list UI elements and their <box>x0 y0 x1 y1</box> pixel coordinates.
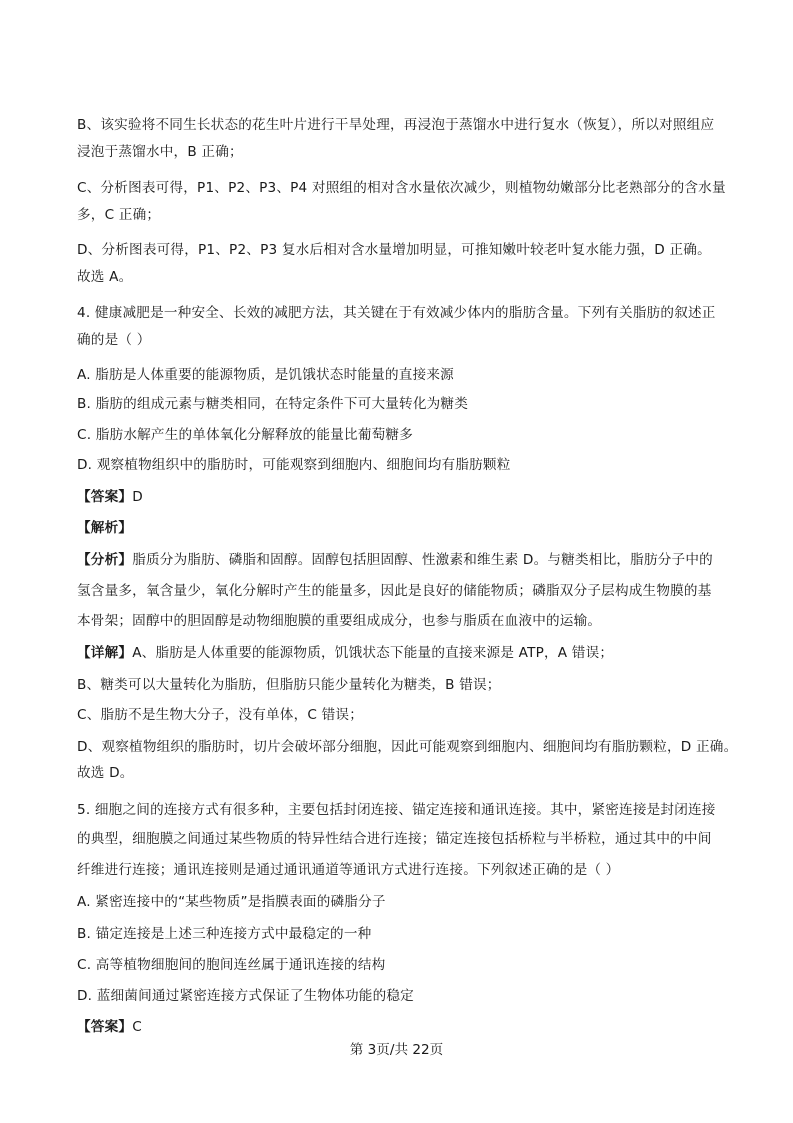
line-text: 纤维进行连接；通讯连接则是通过通讯通道等通讯方式进行连接。下列叙述正确的是（ ） <box>77 862 620 878</box>
text-line <box>77 519 727 537</box>
line-text: 故选 D。 <box>77 765 134 781</box>
text-line <box>77 676 727 694</box>
line-text: 脂质分为脂肪、磷脂和固醇。固醇包括胆固醇、性激素和维生素 D。与糖类相比，脂肪分子中的 <box>132 552 713 568</box>
text-line <box>77 488 727 506</box>
line-text: 本骨架；固醇中的胆固醇是动物细胞膜的重要组成成分，也参与脂质在血液中的运输。 <box>77 613 602 629</box>
text-line <box>77 956 727 974</box>
text-line <box>77 206 727 224</box>
page-footer: 第 3页/共 22页 <box>349 1042 444 1058</box>
text-line <box>77 456 727 474</box>
line-text: 5. 细胞之间的连接方式有很多种，主要包括封闭连接、锚定连接和通讯连接。其中，紧密连接是封闭连接 <box>77 802 716 818</box>
text-line <box>77 366 727 384</box>
text-line <box>77 925 727 943</box>
section-tag: 【详解】 <box>77 645 133 661</box>
line-text: 4. 健康减肥是一种安全、长效的减肥方法，其关键在于有效减少体内的脂肪含量。下列有关脂肪的叙述正 <box>77 305 716 321</box>
text-line <box>77 830 727 848</box>
line-text: A. 紧密连接中的“某些物质”是指膜表面的磷脂分子 <box>77 894 386 910</box>
text-line <box>77 582 727 600</box>
text-line <box>77 1018 727 1036</box>
line-text: D. 蓝细菌间通过紧密连接方式保证了生物体功能的稳定 <box>77 988 414 1004</box>
text-line <box>77 987 727 1005</box>
text-line <box>77 612 727 630</box>
line-text: 确的是（ ） <box>77 332 151 348</box>
line-text: C、脂肪不是生物大分子，没有单体，C 错误； <box>77 707 363 723</box>
text-line <box>77 426 727 444</box>
line-text: A. 脂肪是人体重要的能源物质，是饥饿状态时能量的直接来源 <box>77 367 454 383</box>
text-line <box>77 331 727 349</box>
text-line <box>77 241 727 259</box>
section-tag: 【答案】 <box>77 1019 133 1035</box>
text-line <box>77 801 727 819</box>
section-tag: 【分析】 <box>77 552 133 568</box>
line-text: D、观察植物组织的脂肪时，切片会破坏部分细胞，因此可能观察到细胞内、细胞间均有脂肪颗粒，D 正确。 <box>77 739 738 755</box>
line-text: 故选 A。 <box>77 269 133 285</box>
line-text: B. 锚定连接是上述三种连接方式中最稳定的一种 <box>77 926 372 942</box>
text-line <box>77 304 727 322</box>
text-line <box>77 551 727 569</box>
text-line <box>77 268 727 286</box>
line-text: D <box>132 489 143 505</box>
line-text: 多，C 正确； <box>77 207 161 223</box>
line-text: C <box>132 1019 142 1035</box>
line-text: 氢含量多，氧含量少，氧化分解时产生的能量多，因此是良好的储能物质；磷脂双分子层构成生物膜的基 <box>77 583 712 599</box>
line-text: C、分析图表可得，P1、P2、P3、P4 对照组的相对含水量依次减少，则植物幼嫩部分比老熟部分的含水量 <box>77 180 726 196</box>
text-line <box>77 738 738 756</box>
text-line <box>77 764 727 782</box>
line-text: D、分析图表可得，P1、P2、P3 复水后相对含水量增加明显，可推知嫩叶较老叶复水能力强，D 正确。 <box>77 242 711 258</box>
line-text: B. 脂肪的组成元素与糖类相同，在特定条件下可大量转化为糖类 <box>77 396 468 412</box>
line-text: D. 观察植物组织中的脂肪时，可能观察到细胞内、细胞间均有脂肪颗粒 <box>77 457 511 473</box>
line-text: B、糖类可以大量转化为脂肪，但脂肪只能少量转化为糖类，B 错误； <box>77 677 501 693</box>
text-line <box>77 893 727 911</box>
line-text: 浸泡于蒸馏水中，B 正确； <box>77 144 243 160</box>
section-tag: 【答案】 <box>77 489 133 505</box>
text-line <box>77 395 727 413</box>
text-line <box>77 861 727 879</box>
text-line <box>77 143 727 161</box>
line-text: A、脂肪是人体重要的能源物质，饥饿状态下能量的直接来源是 ATP，A 错误； <box>132 645 614 661</box>
text-line <box>77 706 727 724</box>
text-line <box>77 116 727 134</box>
line-text: B、该实验将不同生长状态的花生叶片进行干旱处理，再浸泡于蒸馏水中进行复水（恢复），所以对照组应 <box>77 117 715 133</box>
line-text: C. 高等植物细胞间的胞间连丝属于通讯连接的结构 <box>77 957 386 973</box>
line-text: 的典型，细胞膜之间通过某些物质的特异性结合进行连接；锚定连接包括桥粒与半桥粒，通过其中的中间 <box>77 831 712 847</box>
text-line <box>77 644 727 662</box>
section-tag: 【解析】 <box>77 520 133 536</box>
text-line <box>77 179 727 197</box>
line-text: C. 脂肪水解产生的单体氧化分解释放的能量比葡萄糖多 <box>77 427 413 443</box>
